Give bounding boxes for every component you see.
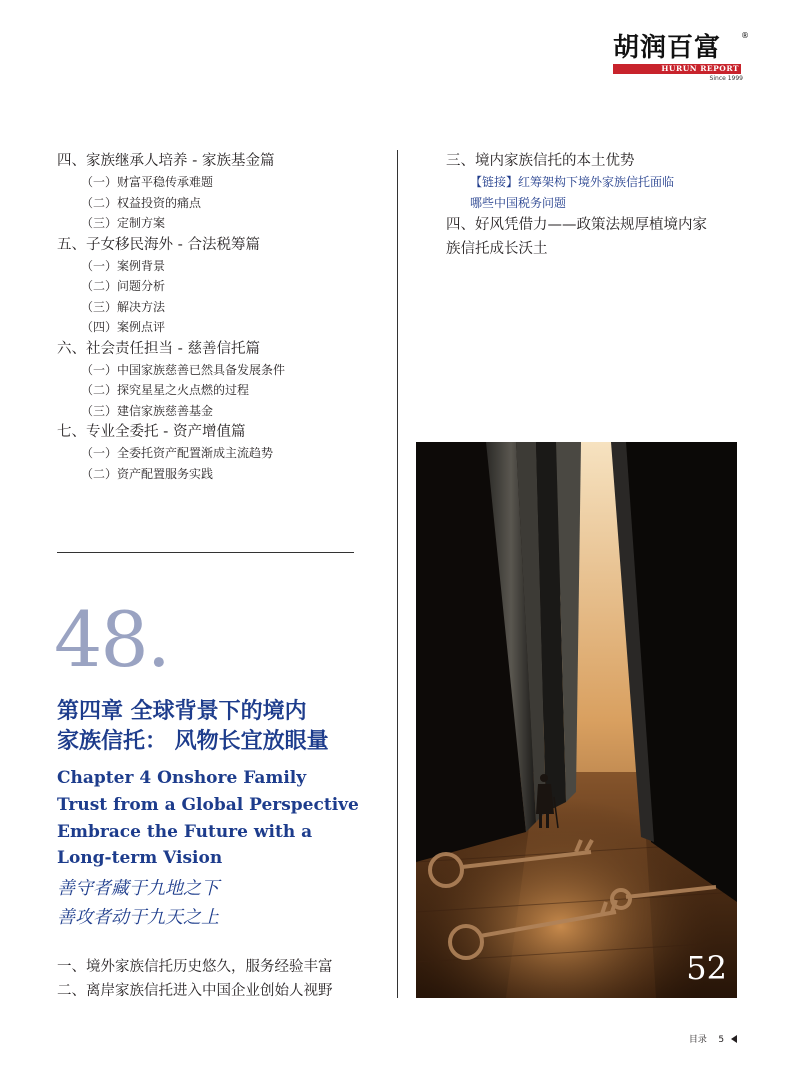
chapter-title-zh-line-2: 家族信托： 风物长宜放眼量	[57, 729, 329, 754]
chapter-quote-line-2: 善攻者动于九天之上	[57, 907, 219, 928]
chapter-title-en[interactable]	[57, 765, 377, 872]
column-divider	[397, 150, 398, 998]
footer-toc-label[interactable]: 目录	[688, 1035, 707, 1045]
chapter-photo	[416, 442, 737, 998]
toc-item[interactable]: （一）中国家族慈善已然具备发展条件	[81, 362, 286, 377]
toc-section-3[interactable]: 三、境内家族信托的本土优势	[446, 153, 635, 169]
chapter-title-zh-line-1: 第四章 全球背景下的境内	[57, 699, 307, 724]
toc-section-4-line-1[interactable]: 四、好风凭借力——政策法规厚植境内家	[446, 217, 707, 233]
toc-section-5[interactable]: 五、子女移民海外 - 合法税筹篇	[57, 236, 260, 253]
chapter-title-en-line: Long-term Vision	[57, 848, 223, 869]
book-keys-illustration	[416, 442, 737, 998]
logo-registered-mark: ®	[741, 31, 749, 40]
chapter-title-zh[interactable]	[57, 697, 377, 757]
toc-item[interactable]: （一）全委托资产配置渐成主流趋势	[81, 446, 274, 460]
chapter-page-number[interactable]: 48.	[54, 595, 169, 684]
toc-section-7[interactable]: 七、专业全委托 - 资产增值篇	[57, 424, 246, 440]
chapter-title-en-line: Embrace the Future with a	[57, 821, 313, 842]
toc-right-column	[446, 150, 746, 261]
toc-item[interactable]: （一）案例背景	[81, 258, 166, 273]
toc-left-column	[57, 150, 377, 484]
toc-item[interactable]: （四）案例点评	[81, 320, 166, 334]
toc-item[interactable]: （三）解决方法	[81, 299, 166, 314]
chapter-quote-line-1: 善守者藏于九地之下	[57, 878, 219, 899]
toc-item[interactable]: （一）财富平稳传承难题	[81, 175, 214, 189]
toc-item[interactable]: （二）资产配置服务实践	[81, 466, 214, 481]
toc-section-4[interactable]: 四、家族继承人培养 - 家族基金篇	[57, 153, 275, 169]
toc-link-line-1[interactable]: 【链接】红筹架构下境外家族信托面临	[470, 175, 675, 189]
toc-section-4-line-2[interactable]: 族信托成长沃土	[446, 241, 548, 257]
chapter-section-2[interactable]: 二、离岸家族信托进入中国企业创始人视野	[57, 983, 333, 999]
logo-name: 胡润百富	[613, 33, 722, 63]
hurun-logo	[613, 31, 749, 83]
chapter-quote	[57, 874, 377, 932]
toc-item[interactable]: （二）探究星星之火点燃的过程	[81, 383, 250, 397]
logo-sub-bar: HURUN REPORT	[613, 64, 741, 74]
toc-item[interactable]: （二）权益投资的痛点	[81, 195, 202, 210]
toc-link-line-2[interactable]: 哪些中国税务问题	[470, 195, 567, 210]
chapter-title-en-line: Trust from a Global Perspective	[57, 794, 359, 815]
left-arrow-icon[interactable]	[731, 1035, 737, 1043]
photo-page-number[interactable]: 52	[686, 949, 727, 987]
footer-page-number: 5	[718, 1035, 725, 1045]
toc-section-6[interactable]: 六、社会责任担当 - 慈善信托篇	[57, 340, 260, 357]
logo-since: Since 1999	[709, 75, 743, 82]
chapter-title-en-line: Chapter 4 Onshore Family	[57, 768, 307, 788]
chapter-divider	[57, 552, 354, 553]
page-footer	[689, 1032, 737, 1045]
chapter-section-1[interactable]: 一、境外家族信托历史悠久，服务经验丰富	[57, 959, 333, 975]
chapter-section-list	[57, 955, 387, 1003]
toc-item[interactable]: （二）问题分析	[81, 279, 166, 293]
toc-item[interactable]: （三）定制方案	[81, 216, 166, 230]
toc-item[interactable]: （三）建信家族慈善基金	[81, 403, 214, 418]
